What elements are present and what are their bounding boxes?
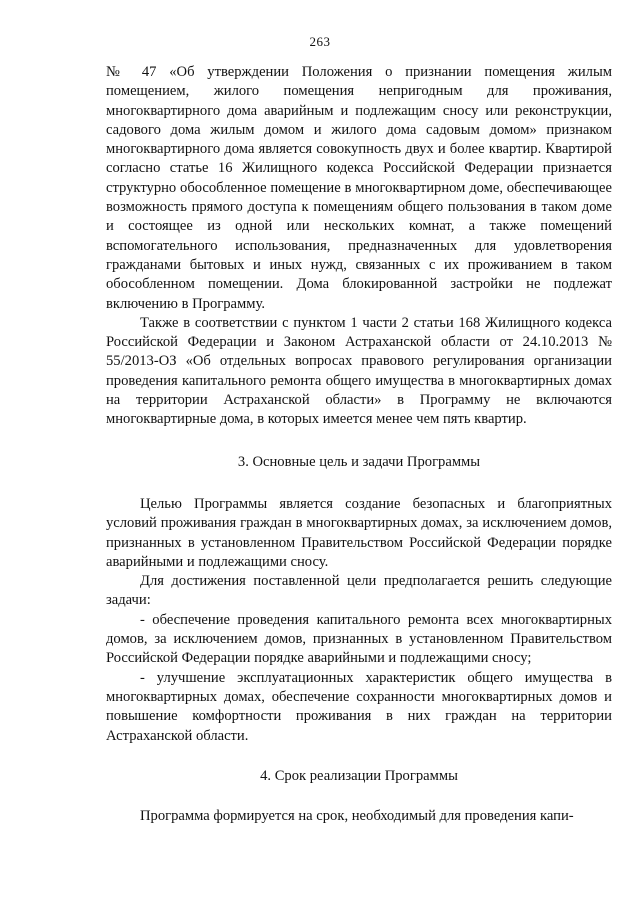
term-paragraph: Программа формируется на срок, необходимый для проведения капи- (140, 808, 574, 825)
task-item-1: - обеспечение проведения капитального ремонта всех многоквартирных домов, за исключением домов, признанных в установленном Правительством Российской Федерации порядке аварийными и подлежащими сносу; (106, 611, 612, 667)
intro-paragraph-2: Также в соответствии с пунктом 1 части 2 статьи 168 Жилищного кодекса Российской Федерации и Законом Астраханской области от 24.10.2013 № 55/2013-ОЗ «Об отдельных вопросах правового регулирования организации проведения капитального ремонта общего имущества в многоквартирных домах на территории Астраханской области» в Программу не включаются многоквартирные дома, в которых имеется менее чем пять квартир. (106, 314, 612, 428)
tasks-intro-paragraph: Для достижения поставленной цели предполагается решить следующие задачи: (106, 573, 612, 609)
intro-paragraph-1: № 47 «Об утверждении Положения о признании помещения жилым помещением, жилого помещения непригодным для проживания, многоквартирного дома аварийным и подлежащим сносу или реконструкции, садового дома жилым домом и жилого дома садовым домом» признаком многоквартирного дома является совокупность двух и более квартир. Квартирой согласно статье 16 Жилищного кодекса Российской Федерации признается структурно обособленное помещение в многоквартирном доме, обеспечивающее возможность прямого доступа к помещениям общего пользования в таком доме и состоящее из одной или нескольких комнат, а также помещений вспомогательного использования, предназначенных для удовлетворения гражданами бытовых и иных нужд, связанных с их проживанием в таком обособленном помещении. Дома блокированной застройки не подлежат включению в Программу. (106, 64, 612, 312)
section-3-heading: 3. Основные цель и задачи Программы (237, 453, 481, 470)
goal-paragraph: Целью Программы является создание безопасных и благоприятных условий проживания граждан в многоквартирных домах, за исключением домов, признанных в установленном Правительством Российской Федерации порядке аварийными и подлежащими сносу. (106, 495, 612, 570)
page-number: 263 (309, 34, 331, 49)
section-4-heading: 4. Срок реализации Программы (260, 767, 458, 784)
task-item-2: - улучшение эксплуатационных характеристик общего имущества в многоквартирных домах, обеспечение сохранности многоквартирных домов и повышение комфортности проживания в них граждан на территории Астраханской области. (106, 669, 612, 744)
document-body (106, 63, 612, 826)
